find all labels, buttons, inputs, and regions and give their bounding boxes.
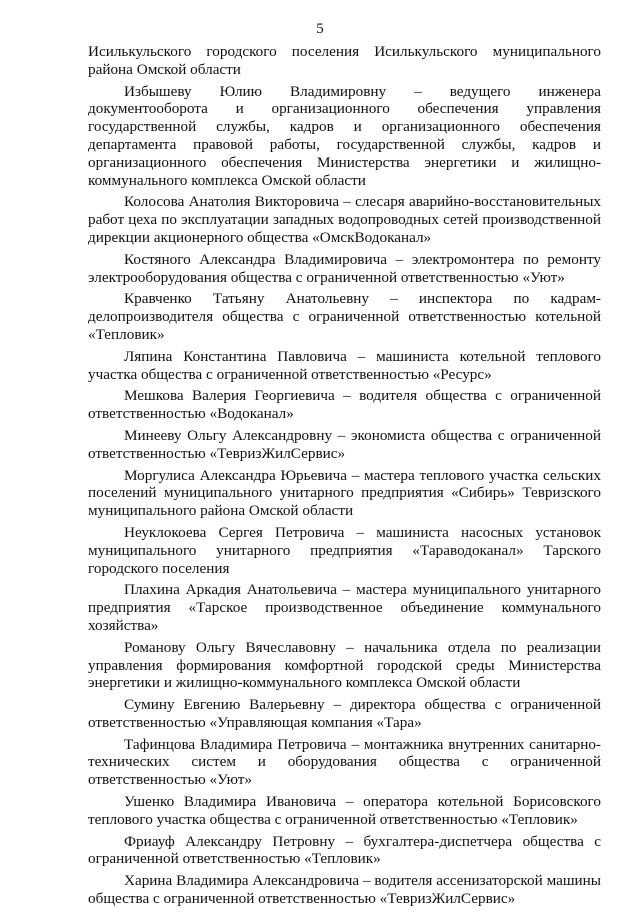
paragraph: Ляпина Константина Павловича – машиниста котельной теплового участка общества с ограниченной ответственностью «Ресурс» [88,347,601,383]
paragraph: Исилькульского городского поселения Исилькульского муниципального района Омской области [88,43,601,78]
paragraph: Романову Ольгу Вячеславовну – начальника отдела по реализации управления формирования комфортной городской среды Министерства энергетики и жилищно-коммунального комплекса Омской области [88,638,601,692]
paragraph: Мешкова Валерия Георгиевича – водителя общества с ограниченной ответственностью «Водоканал» [88,387,601,423]
paragraph: Фриауф Александру Петровну – бухгалтера-диспетчера общества с ограниченной ответственностью «Тепловик» [88,832,601,868]
paragraph: Избышеву Юлию Владимировну – ведущего инженера документооборота и организационного обеспечения управления государственной службы, кадров и организационного обеспечения департамента правовой работы, государственной службы, кадров и организационного обеспечения Министерства энергетики и жилищно-коммунального комплекса Омской области [88,82,601,189]
paragraph: Сумину Евгению Валерьевну – директора общества с ограниченной ответственностью «Управляющая компания «Тара» [88,696,601,731]
paragraph: Ушенко Владимира Ивановича – оператора котельной Борисовского теплового участка общества с ограниченной ответственностью «Тепловик» [88,793,601,828]
paragraph: Плахина Аркадия Анатольевича – мастера муниципального унитарного предприятия «Тарское производственное объединение коммунального хозяйства» [88,581,601,634]
page-number: 5 [316,21,324,37]
paragraph: Костяного Александра Владимировича – электромонтера по ремонту электрооборудования общества с ограниченной ответственностью «Уют» [88,250,601,286]
paragraph: Минееву Ольгу Александровну – экономиста общества с ограниченной ответственностью «ТевризЖилСервис» [88,426,601,462]
paragraph: Колосова Анатолия Викторовича – слесаря аварийно-восстановительных работ цеха по эксплуатации западных водопроводных сетей производственной дирекции акционерного общества «ОмскВодоканал» [88,193,601,246]
paragraph: Неуклокоева Сергея Петровича – машиниста насосных установок муниципального унитарного предприятия «Тараводоканал» Тарского городского поселения [88,523,601,577]
paragraph: Тафинцова Владимира Петровича – монтажника внутренних санитарно-технических систем и оборудования общества с ограниченной ответственностью «Уют» [88,735,601,789]
paragraph: Кравченко Татьяну Анатольевну – инспектора по кадрам-делопроизводителя общества с ограниченной ответственностью котельной «Тепловик» [88,290,601,343]
paragraph: Моргулиса Александра Юрьевича – мастера теплового участка сельских поселений муниципального унитарного предприятия «Сибирь» Тевризского муниципального района Омской области [88,466,601,520]
paragraph: Харина Владимира Александровича – водителя ассенизаторской машины общества с ограниченной ответственностью «ТевризЖилСервис» [88,872,601,908]
document-body [88,43,601,912]
